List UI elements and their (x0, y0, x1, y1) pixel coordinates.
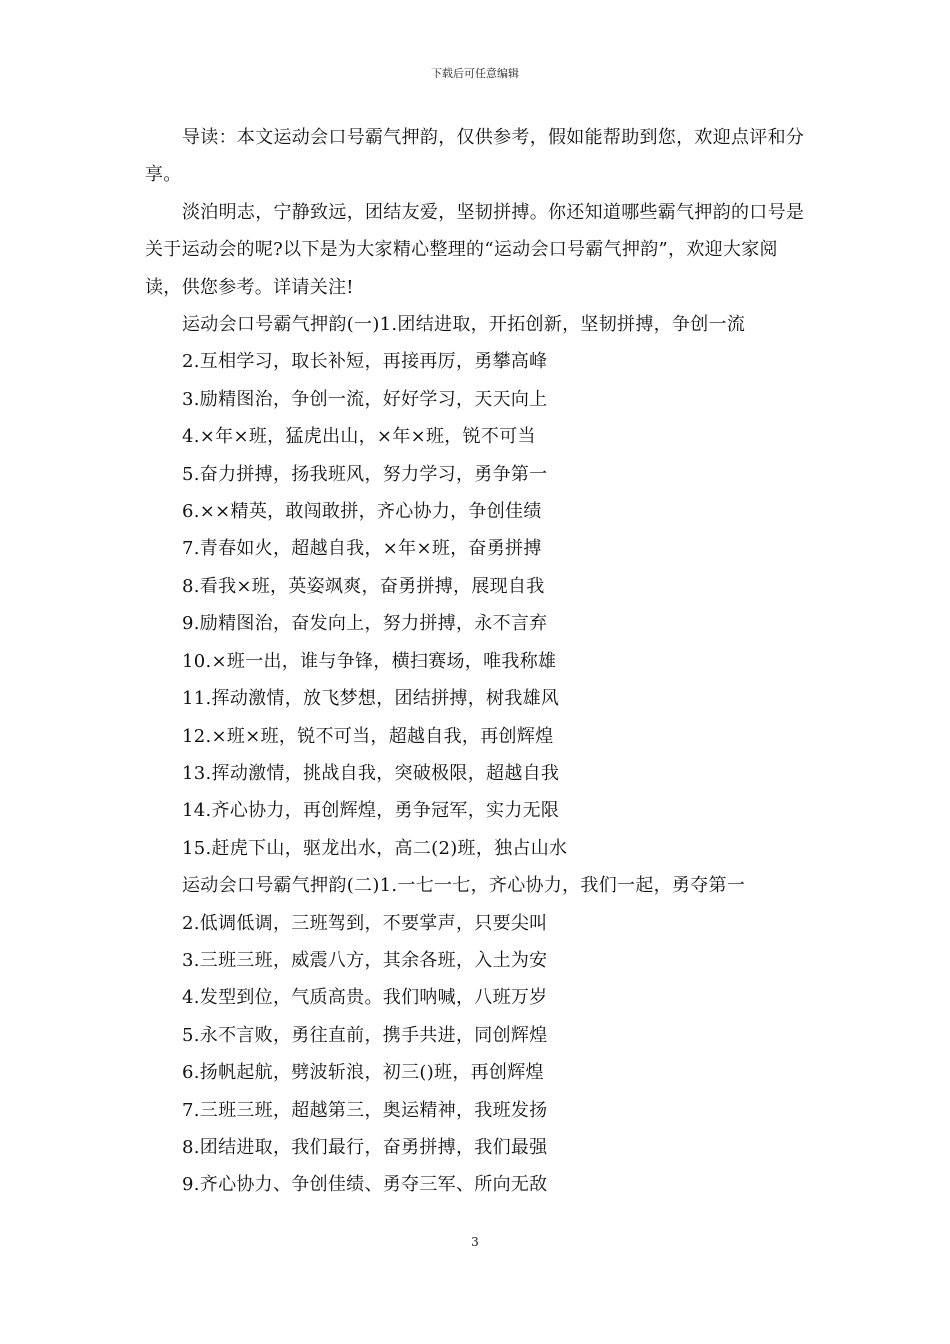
slogan-line: 11.挥动激情，放飞梦想，团结拼搏，树我雄风 (182, 688, 560, 710)
slogan-line: 9.励精图治，奋发向上，努力拼搏，永不言弃 (182, 613, 548, 635)
slogan-line: 7.三班三班，超越第三，奥运精神，我班发扬 (182, 1099, 548, 1121)
slogan-line: 运动会口号霸气押韵(一)1.团结进取，开拓创新，坚韧拼搏，争创一流 (182, 314, 746, 336)
header-note: 下载后可任意编辑 (431, 67, 519, 80)
slogan-line: 3.三班三班，威震八方，其余各班，入土为安 (182, 949, 548, 971)
slogan-line: 4.×年×班，猛虎出山，×年×班，锐不可当 (182, 426, 536, 448)
slogan-line: 6.扬帆起航，劈波斩浪，初三()班，再创辉煌 (182, 1062, 544, 1084)
document-body (145, 119, 813, 1204)
page-number: 3 (471, 1235, 479, 1249)
slogan-list (145, 306, 813, 1204)
intro-lead-paragraph: 淡泊明志，宁静致远，团结友爱，坚韧拼搏。你还知道哪些霸气押韵的口号是关于运动会的呢?以下是为大家精心整理的“运动会口号霸气押韵”，欢迎大家阅读，供您参考。详请关注! (145, 201, 805, 298)
slogan-line: 15.赶虎下山，驱龙出水，高二(2)班，独占山水 (182, 837, 568, 859)
slogan-line: 10.×班一出，谁与争锋，横扫赛场，唯我称雄 (182, 650, 557, 672)
slogan-line: 12.×班×班，锐不可当，超越自我，再创辉煌 (182, 725, 554, 747)
slogan-line: 4.发型到位，气质高贵。我们呐喊，八班万岁 (182, 987, 548, 1009)
slogan-line: 2.互相学习，取长补短，再接再厉，勇攀高峰 (182, 351, 548, 373)
slogan-line: 6.××精英，敢闯敢拼，齐心协力，争创佳绩 (182, 501, 542, 523)
slogan-line: 5.奋力拼搏，扬我班风，努力学习，勇争第一 (182, 463, 548, 485)
slogan-line: 9.齐心协力、争创佳绩、勇夺三军、所向无敌 (182, 1174, 548, 1196)
slogan-line: 5.永不言败，勇往直前，携手共进，同创辉煌 (182, 1024, 548, 1046)
slogan-line: 13.挥动激情，挑战自我，突破极限，超越自我 (182, 762, 560, 784)
slogan-line: 运动会口号霸气押韵(二)1.一七一七，齐心协力，我们一起，勇夺第一 (182, 875, 746, 897)
slogan-line: 7.青春如火，超越自我，×年×班，奋勇拼搏 (182, 538, 542, 560)
slogan-line: 14.齐心协力，再创辉煌，勇争冠军，实力无限 (182, 800, 560, 822)
intro-guide-paragraph: 导读：本文运动会口号霸气押韵，仅供参考，假如能帮助到您，欢迎点评和分享。 (145, 127, 805, 186)
slogan-line: 2.低调低调，三班驾到，不要掌声，只要尖叫 (182, 912, 548, 934)
slogan-line: 8.团结进取，我们最行，奋勇拼搏，我们最强 (182, 1136, 548, 1158)
slogan-line: 8.看我×班，英姿飒爽，奋勇拼搏，展现自我 (182, 575, 545, 597)
slogan-line: 3.励精图治，争创一流，好好学习，天天向上 (182, 388, 548, 410)
